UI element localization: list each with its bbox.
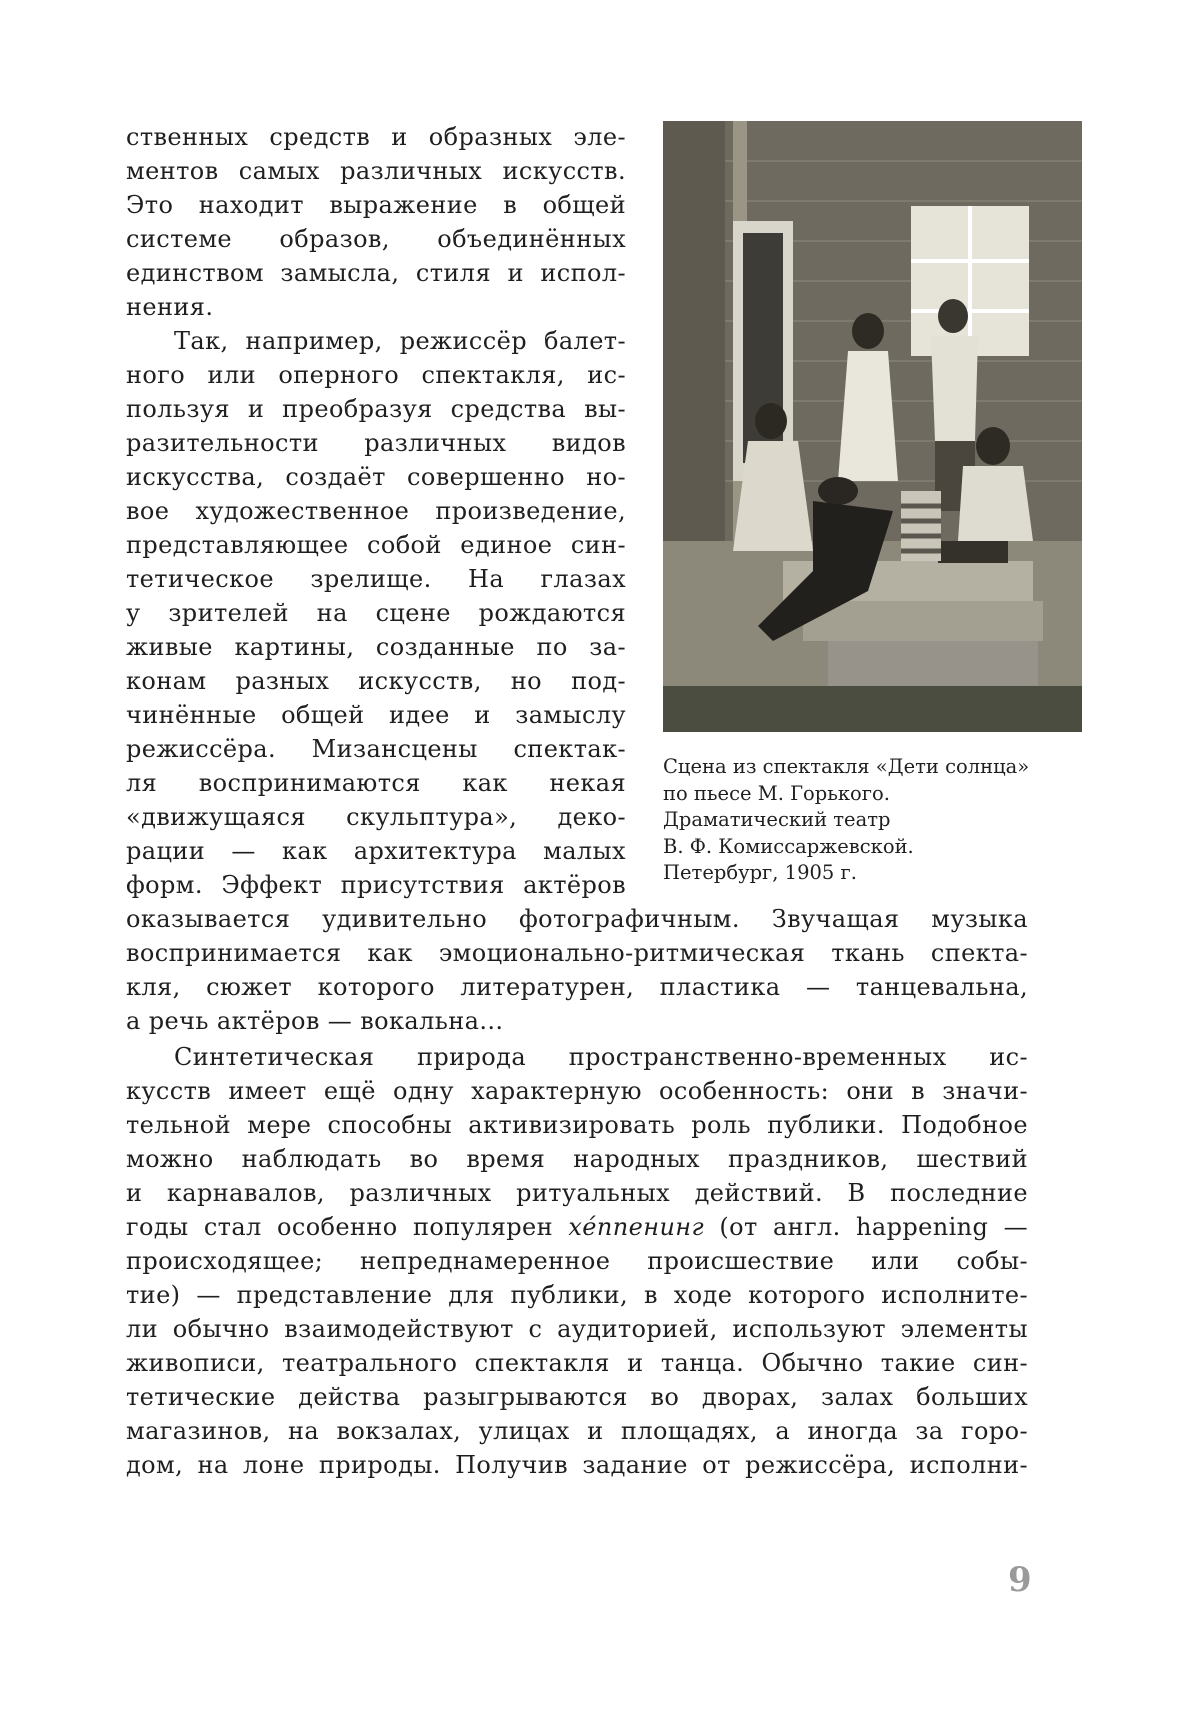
- body-text-line: чинённые общей идее и замыслу: [126, 701, 626, 729]
- body-text-line: у зрителей на сцене рождаются: [126, 599, 626, 627]
- body-text-line: вое художественное произведение,: [126, 497, 626, 525]
- caption-line: Петербург, 1905 г.: [663, 861, 857, 884]
- page-number: 9: [1008, 1560, 1032, 1600]
- paragraph-start-line: Так, например, режиссёр балет-: [174, 327, 626, 355]
- body-text-line: единством замысла, стиля и испол-: [126, 259, 626, 287]
- body-text-line: происходящее; непреднамеренное происшествие или собы-: [126, 1247, 1028, 1275]
- caption-line: по пьесе М. Горького.: [663, 781, 890, 805]
- body-text-line: ственных средств и образных эле-: [126, 123, 626, 151]
- body-text-line: тетические действа разыгрываются во дворах, залах больших: [126, 1383, 1028, 1411]
- body-text-line: тие) — представление для публики, в ходе которого исполните-: [126, 1281, 1028, 1309]
- body-text-line: рации — как архитектура малых: [126, 837, 626, 865]
- body-text-line: живые картины, созданные по за-: [126, 633, 626, 661]
- body-text-line: [126, 1210, 1028, 1244]
- body-text-line: ного или оперного спектакля, ис-: [126, 361, 626, 389]
- body-text-line: ментов самых различных искусств.: [126, 157, 626, 185]
- paragraph-start-line: Синтетическая природа пространственно-временных ис-: [174, 1043, 1028, 1071]
- body-text-line: воспринимается как эмоционально-ритмическая ткань спекта-: [126, 939, 1028, 967]
- body-text-line: оказывается удивительно фотографичным. Звучащая музыка: [126, 905, 1028, 933]
- body-text-line: Это находит выражение в общей: [126, 191, 626, 219]
- body-text-line: разительности различных видов: [126, 429, 626, 457]
- stage-photo: [663, 121, 1082, 732]
- body-text-fragment: (от англ. happening —: [704, 1213, 1028, 1241]
- body-text-line: искусства, создаёт совершенно но-: [126, 463, 626, 491]
- body-text-line: нения.: [126, 293, 214, 321]
- caption-line: Драматический театр: [663, 808, 891, 831]
- body-text-line: и карнавалов, различных ритуальных действий. В последние: [126, 1179, 1028, 1207]
- caption-line: Сцена из спектакля «Дети солнца»: [663, 755, 1030, 778]
- body-text-line: форм. Эффект присутствия актёров: [126, 871, 626, 899]
- body-text-line: системе образов, объединённых: [126, 225, 626, 253]
- body-text-line: представляющее собой единое син-: [126, 531, 626, 559]
- body-text-line: режиссёра. Мизансцены спектак-: [126, 735, 626, 763]
- body-text-line: а речь актёров — вокальна...: [126, 1007, 504, 1035]
- body-text-line: конам разных искусств, но под-: [126, 667, 626, 695]
- term-happening: хе́ппенинг: [568, 1213, 705, 1241]
- stage-photo-image: [663, 121, 1082, 732]
- body-text-line: «движущаяся скульптура», деко-: [126, 803, 626, 831]
- body-text-line: ля воспринимаются как некая: [126, 769, 626, 797]
- body-text-line: тетическое зрелище. На глазах: [126, 565, 626, 593]
- body-text-line: кля, сюжет которого литературен, пластика — танцевальна,: [126, 973, 1028, 1001]
- body-text-line: ли обычно взаимодействуют с аудиторией, используют элементы: [126, 1315, 1028, 1343]
- body-text-line: пользуя и преобразуя средства вы-: [126, 395, 626, 423]
- body-text-line: тельной мере способны активизировать роль публики. Подобное: [126, 1111, 1028, 1139]
- photo-caption: [663, 754, 1083, 887]
- body-text-line: можно наблюдать во время народных праздников, шествий: [126, 1145, 1028, 1173]
- body-text-line: дом, на лоне природы. Получив задание от режиссёра, исполни-: [126, 1451, 1028, 1479]
- body-text-line: магазинов, на вокзалах, улицах и площадях, а иногда за горо-: [126, 1417, 1028, 1445]
- body-text-line: живописи, театрального спектакля и танца. Обычно такие син-: [126, 1349, 1028, 1377]
- body-text-line: кусств имеет ещё одну характерную особенность: они в значи-: [126, 1077, 1028, 1105]
- body-text-fragment: годы стал особенно популярен: [126, 1213, 569, 1241]
- caption-line: В. Ф. Комиссаржевской.: [663, 834, 914, 858]
